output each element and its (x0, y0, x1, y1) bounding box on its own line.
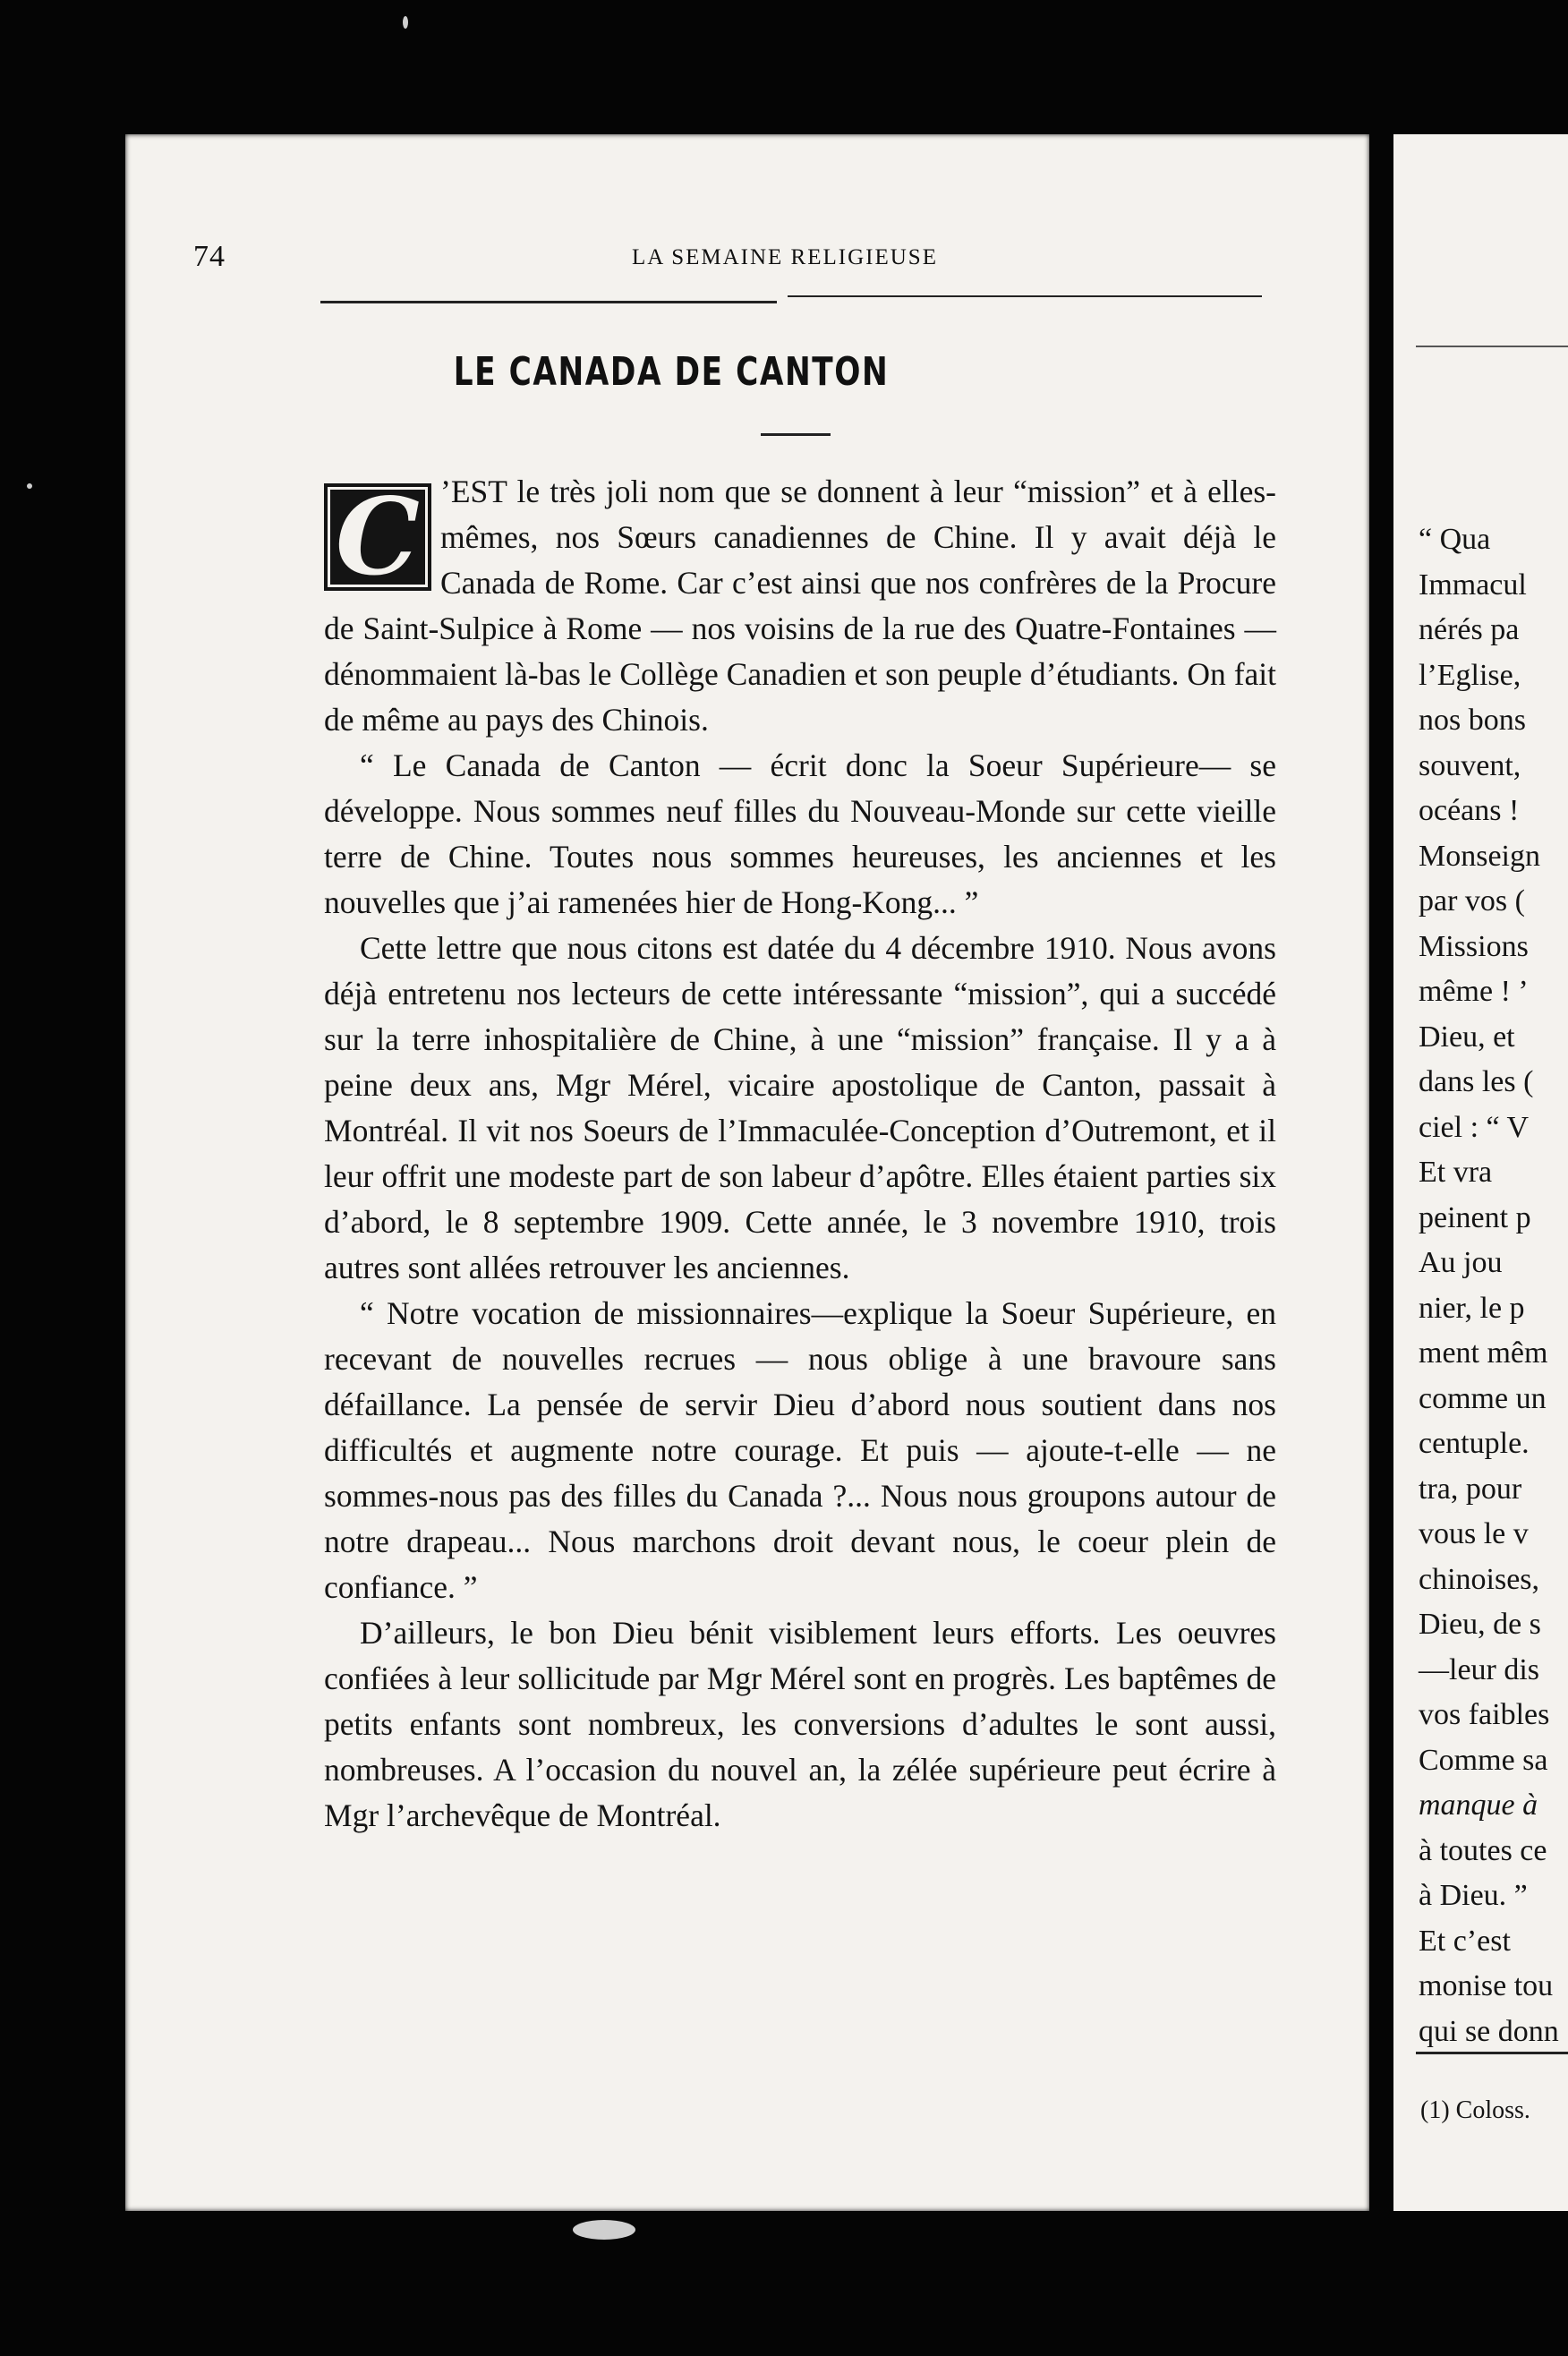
line: Immacul (1419, 568, 1527, 602)
line: à Dieu. ” (1419, 1879, 1528, 1912)
scan-speck (27, 483, 32, 489)
page-header (193, 240, 1267, 276)
paragraph: Cette lettre que nous citons est datée du 4 décembre 1910. Nous avons déjà entretenu nos lecteurs de cette intéressante “mission”, qui a succédé sur la terre inhospitalière de Chine, à une “mission” française. Il y a à peine deux ans, Mgr Mérel, vicaire apostolique de Canton, passait à Montréal. Il vit nos Soeurs de l’Immaculée-Conception d’Outremont, et il leur offrit une modeste part de son labeur d’apôtre. Elles étaient parties six d’abord, le 8 septembre 1909. Cette année, le 3 novembre 1910, trois autres sont allées retrouver les anciennes. (324, 930, 1276, 1285)
line: par vos ( (1419, 884, 1525, 918)
line: l’Eglise, (1419, 658, 1521, 692)
line: peinent p (1419, 1200, 1531, 1234)
line: Dieu, et (1419, 1020, 1515, 1054)
line: Et vra (1419, 1156, 1493, 1189)
line: Missions (1419, 929, 1529, 963)
title-rule (761, 433, 831, 436)
line: “ Qua (1419, 523, 1491, 556)
line: dans les ( (1419, 1065, 1534, 1098)
scan-speck (573, 2220, 635, 2240)
line: qui se donn (1419, 2014, 1559, 2048)
line: monise tou (1419, 1969, 1554, 2002)
paragraph: ’EST le très joli nom que se donnent à leur “mission” et à elles-mêmes, nos Sœurs canadiennes de Chine. Il y avait déjà le Canada de Rome. Car c’est ainsi que nos confrères de la Procure de Saint-Sulpice à Rome — nos voisins de la rue des Quatre-Fontaines — dénommaient là-bas le Collège Canadien et son peuple d’étudiants. On fait de même au pays des Chinois. (324, 474, 1276, 738)
line: chinoises, (1419, 1562, 1540, 1596)
line: océans ! (1419, 794, 1520, 827)
line: comme un (1419, 1381, 1547, 1415)
header-rule-right (788, 295, 1262, 297)
line: Dieu, de s (1419, 1608, 1541, 1641)
footnote: (1) Coloss. (1420, 2096, 1530, 2124)
line: tra, pour (1419, 1472, 1522, 1506)
line: Au jou (1419, 1246, 1503, 1279)
line: vous le v (1419, 1517, 1529, 1550)
line: à toutes ce (1419, 1833, 1547, 1867)
line: nier, le p (1419, 1291, 1525, 1325)
line: ment mêm (1419, 1336, 1548, 1370)
footnote-rule (1416, 2052, 1568, 2054)
article-title: LE CANADA DE CANTON (453, 349, 890, 395)
paragraph: “ Le Canada de Canton — écrit donc la Soeur Supérieure— se développe. Nous sommes neuf filles du Nouveau-Monde sur cette vieille terre de Chine. Toutes nous sommes heureuses, les anciennes et les nouvelles que j’ai ramenées hier de Hong-Kong... ” (324, 747, 1276, 920)
page-number: 74 (193, 240, 226, 273)
scan-speck (403, 16, 408, 29)
drop-cap: C (324, 483, 431, 591)
line: nos bons (1419, 704, 1526, 737)
line: —leur dis (1419, 1652, 1540, 1686)
line: souvent, (1419, 748, 1521, 782)
running-head: LA SEMAINE RELIGIEUSE (632, 245, 938, 269)
paragraph: “ Notre vocation de missionnaires—explique la Soeur Supérieure, en recevant de nouvelles recrues — nous oblige à une bravoure sans défaillance. La pensée de servir Dieu d’abord nous soutient dans nos difficultés et augmente notre courage. Et puis — ajoute-t-elle — ne sommes-nous pas des filles du Canada ?... Nous nous groupons autour de notre drapeau... Nous marchons droit devant nous, le coeur plein de confiance. ” (324, 1295, 1276, 1605)
line: Comme sa (1419, 1743, 1548, 1777)
line: Et c’est (1419, 1924, 1511, 1958)
paragraph: D’ailleurs, le bon Dieu bénit visiblement leurs efforts. Les oeuvres confiées à leur sollicitude par Mgr Mérel sont en progrès. Les baptêmes de petits enfants sont nombreux, les conversions d’adultes le sont aussi, nombreuses. A l’occasion du nouvel an, la zélée supérieure peut écrire à Mgr l’archevêque de Montréal. (324, 1615, 1276, 1833)
next-page-fragment (1393, 134, 1568, 2211)
line: nérés pa (1419, 613, 1520, 646)
header-rule-left (320, 301, 777, 303)
line: centuple. (1419, 1427, 1530, 1460)
line: même ! ’ (1419, 975, 1529, 1008)
article-body (324, 469, 1276, 1839)
next-page-lines (1419, 517, 1559, 2054)
line: ciel : “ V (1419, 1110, 1530, 1144)
line: vos faibles (1419, 1698, 1550, 1731)
line: Monseign (1419, 839, 1540, 873)
line: manque à (1419, 1788, 1538, 1822)
